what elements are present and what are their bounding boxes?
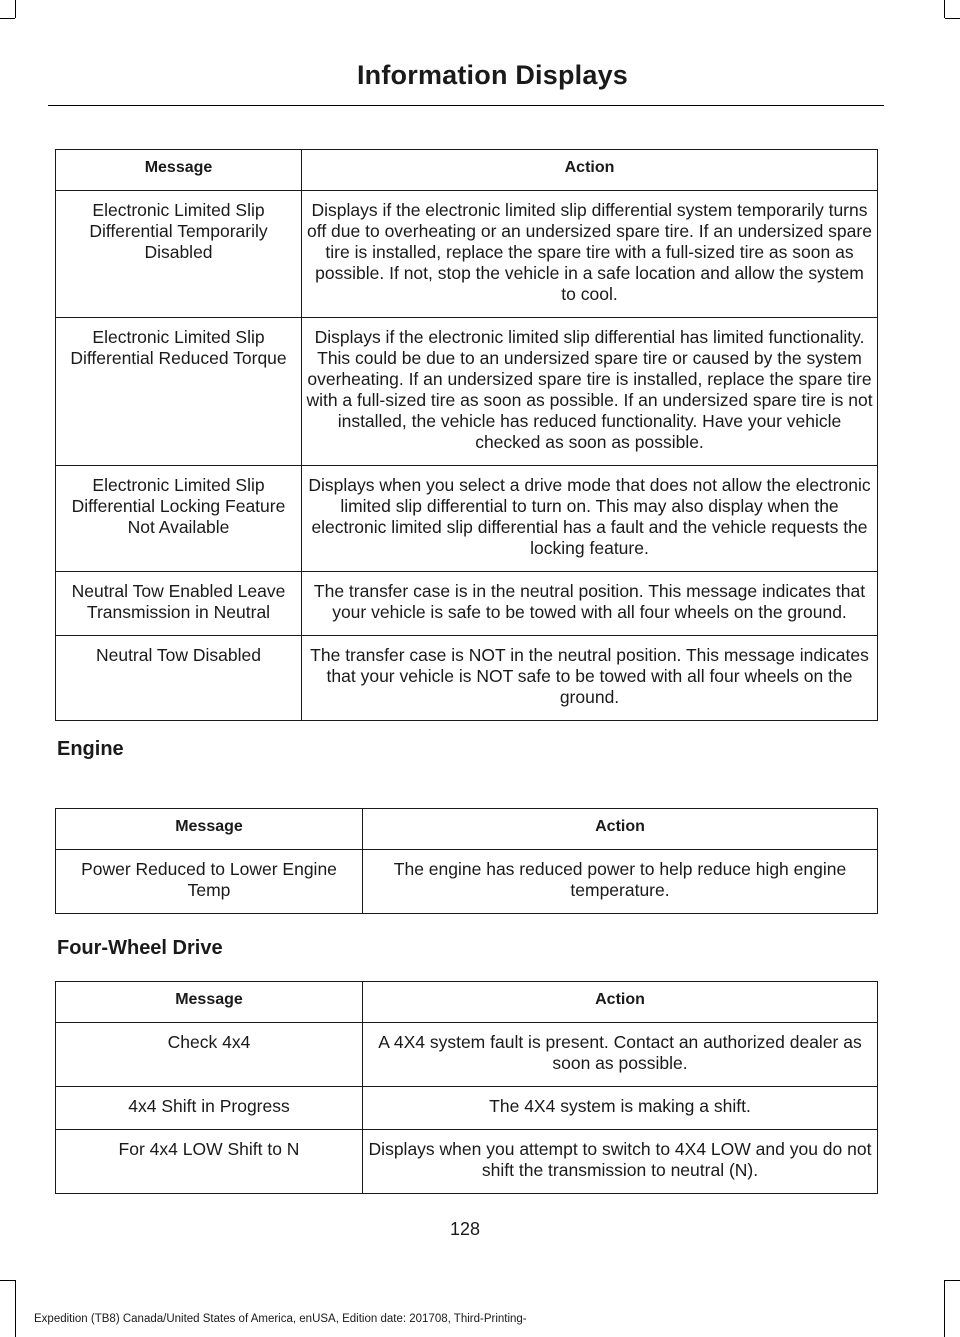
message-cell: Electronic Limited Slip Differential Reduced Torque xyxy=(56,318,302,466)
action-cell: The engine has reduced power to help reduce high engine temperature. xyxy=(363,850,878,914)
table-header-row xyxy=(56,809,878,850)
column-header-action: Action xyxy=(302,150,878,191)
message-cell: Power Reduced to Lower Engine Temp xyxy=(56,850,363,914)
action-cell: The transfer case is in the neutral position. This message indicates that your vehicle is safe to be towed with all four wheels on the ground. xyxy=(302,572,878,636)
crop-mark xyxy=(0,1280,15,1281)
crop-mark xyxy=(0,18,15,19)
action-cell: A 4X4 system fault is present. Contact an authorized dealer as soon as possible. xyxy=(363,1023,878,1087)
message-cell: 4x4 Shift in Progress xyxy=(56,1087,363,1130)
message-table-four-wheel-drive xyxy=(55,981,878,1194)
edition-footer: Expedition (TB8) Canada/United States of America, enUSA, Edition date: 201708, Third-Printing- xyxy=(34,1313,527,1325)
crop-mark xyxy=(945,18,960,19)
page-number: 128 xyxy=(449,1219,481,1239)
table-row xyxy=(56,466,878,572)
table-row xyxy=(56,850,878,914)
table-row xyxy=(56,1130,878,1194)
action-cell: Displays if the electronic limited slip differential system temporarily turns off due to overheating or an undersized spare tire. If an undersized spare tire is installed, replace the spare tire with a full-sized tire as soon as possible. If not, stop the vehicle in a safe location and allow the system to cool. xyxy=(302,191,878,318)
table-header-row xyxy=(56,982,878,1023)
table-row xyxy=(56,191,878,318)
column-header-action: Action xyxy=(363,809,878,850)
table-header-row xyxy=(56,150,878,191)
message-table-general xyxy=(55,149,878,721)
table-row xyxy=(56,318,878,466)
table-row xyxy=(56,1023,878,1087)
crop-mark xyxy=(15,1280,16,1337)
section-heading-engine: Engine xyxy=(57,738,124,760)
message-cell: Check 4x4 xyxy=(56,1023,363,1087)
crop-mark xyxy=(945,1280,960,1281)
message-cell: Electronic Limited Slip Differential Locking Feature Not Available xyxy=(56,466,302,572)
column-header-message: Message xyxy=(56,809,363,850)
column-header-action: Action xyxy=(363,982,878,1023)
action-cell: The transfer case is NOT in the neutral position. This message indicates that your vehicle is NOT safe to be towed with all four wheels on the ground. xyxy=(302,636,878,721)
action-cell: Displays when you select a drive mode that does not allow the electronic limited slip differential to turn on. This may also display when the electronic limited slip differential has a fault and the vehicle requests the locking feature. xyxy=(302,466,878,572)
message-cell: For 4x4 LOW Shift to N xyxy=(56,1130,363,1194)
section-heading-four-wheel-drive: Four-Wheel Drive xyxy=(57,937,223,959)
column-header-message: Message xyxy=(56,982,363,1023)
column-header-message: Message xyxy=(56,150,302,191)
table-row xyxy=(56,572,878,636)
crop-mark xyxy=(944,1280,945,1337)
message-cell: Electronic Limited Slip Differential Temporarily Disabled xyxy=(56,191,302,318)
table-row xyxy=(56,636,878,721)
crop-mark xyxy=(15,0,16,18)
message-cell: Neutral Tow Disabled xyxy=(56,636,302,721)
action-cell: Displays if the electronic limited slip differential has limited functionality. This could be due to an undersized spare tire or caused by the system overheating. If an undersized spare tire is installed, replace the spare tire with a full-sized tire as soon as possible. If an undersized spare tire is not installed, the vehicle has reduced functionality. Have your vehicle checked as soon as possible. xyxy=(302,318,878,466)
table-row xyxy=(56,1087,878,1130)
message-table-engine xyxy=(55,808,878,914)
page-title: Information Displays xyxy=(356,60,628,90)
action-cell: The 4X4 system is making a shift. xyxy=(363,1087,878,1130)
action-cell: Displays when you attempt to switch to 4X4 LOW and you do not shift the transmission to neutral (N). xyxy=(363,1130,878,1194)
message-cell: Neutral Tow Enabled Leave Transmission in Neutral xyxy=(56,572,302,636)
crop-mark xyxy=(944,0,945,18)
header-divider xyxy=(48,105,884,106)
